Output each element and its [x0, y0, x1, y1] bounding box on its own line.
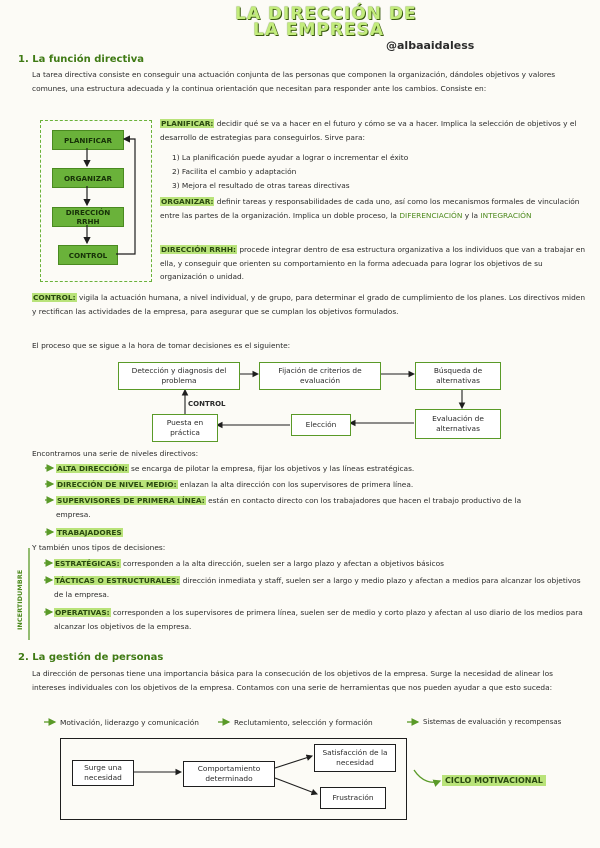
process-diagnosis: Detección y diagnosis del problema	[118, 362, 240, 390]
cycle-behavior: Comportamiento determinado	[183, 761, 275, 787]
decision-estrategica	[54, 557, 586, 571]
cycle-planificar: PLANIFICAR	[52, 130, 124, 150]
decisions-intro: Y también unos tipos de decisiones:	[32, 543, 166, 552]
level-supervisores-text: están en contacto directo con los trabajadores que hacen el trabajo productivo de la empresa.	[56, 496, 522, 519]
cycle-organizar: ORGANIZAR	[52, 168, 124, 188]
level-medio-text: enlazan la alta dirección con los supervisores de primera línea.	[179, 480, 414, 489]
organizar-block	[160, 195, 588, 222]
planificar-block	[160, 117, 588, 144]
title-line-1: LA DIRECCIÓN DE	[235, 4, 417, 24]
process-evaluation: Evaluación de alternativas	[415, 409, 501, 439]
process-implementation: Puesta en práctica	[152, 414, 218, 442]
level-medio-label: DIRECCIÓN DE NIVEL MEDIO:	[57, 480, 177, 489]
process-criteria: Fijación de criterios de evaluación	[259, 362, 381, 390]
level-alta-text: se encarga de pilotar la empresa, fijar los objetivos y las líneas estratégicas.	[130, 464, 415, 473]
cycle-control: CONTROL	[58, 245, 118, 265]
level-supervisores-label: SUPERVISORES DE PRIMERA LÍNEA:	[57, 496, 205, 505]
section-2-intro: La dirección de personas tiene una importancia básica para la consecución de los objetivos de la empresa. Surge la necesidad de alinear los intereses individuales con los objetivos de la empresa. Contamos con una serie de herramientas que nos pueden ayudar a que esto suceda:	[32, 669, 553, 692]
decision-operativa-label: OPERATIVAS:	[55, 608, 110, 617]
levels-intro: Encontramos una serie de niveles directivos:	[32, 449, 199, 458]
level-medio	[56, 478, 586, 492]
section-2-heading: 2. La gestión de personas	[18, 652, 164, 663]
rrhh-text: procede integrar dentro de esa estructura organizativa a los individuos que van a trabajar en ella, y conseguir que orienten su comportamiento en la forma adecuada para lograr los objetivos de su organización o unidad.	[160, 245, 586, 281]
cycle-satisfaction: Satisfacción de la necesidad	[314, 744, 396, 772]
tool-3: Sistemas de evaluación y recompensas	[423, 718, 562, 726]
level-alta-label: ALTA DIRECCIÓN:	[57, 464, 128, 473]
process-search: Búsqueda de alternativas	[415, 362, 501, 390]
rrhh-block	[160, 243, 588, 284]
cycle-frustration: Frustración	[320, 787, 386, 809]
planificar-list-1: 1) La planificación puede ayudar a lograr o incrementar el éxito	[172, 153, 409, 162]
decision-tactica-label: TÁCTICAS O ESTRUCTURALES:	[55, 576, 180, 585]
decision-estrategica-text: corresponden a la alta dirección, suelen ser a largo plazo y afectan a objetivos básicos	[122, 559, 444, 568]
tool-1: Motivación, liderazgo y comunicación	[60, 718, 199, 727]
diferenciacion-term: DIFERENCIACIÓN	[399, 210, 463, 220]
process-intro: El proceso que se sigue a la hora de tomar decisiones es el siguiente:	[32, 341, 291, 350]
author-handle: @albaaidaless	[386, 39, 475, 52]
tool-2: Reclutamiento, selección y formación	[234, 718, 373, 727]
control-text: vigila la actuación humana, a nivel individual, y de grupo, para determinar el grado de cumplimiento de los planes. Los directivos miden y rectifican las actividades de la empresa, para asegurar que se cumplan los objetivos formulados.	[32, 293, 586, 316]
process-control-label: CONTROL	[188, 400, 226, 408]
level-supervisores	[56, 494, 556, 521]
level-trabajadores-label: TRABAJADORES	[57, 528, 122, 537]
organizar-and: y la	[464, 210, 479, 220]
section-1-heading: 1. La función directiva	[18, 54, 144, 65]
control-label: CONTROL:	[33, 293, 76, 302]
planificar-list-2: 2) Facilita el cambio y adaptación	[172, 167, 297, 176]
decision-operativa-text: corresponden a los supervisores de primera línea, suelen ser de medio y corto plazo y afectan al uso diario de los medios para alcanzar los objetivos de la empresa.	[54, 608, 583, 631]
uncertainty-label: INCERTIDUMBRE	[16, 569, 24, 630]
decision-tactica-text: dirección inmediata y staff, suelen ser a largo y medio plazo y afectan a medios para alcanzar los objetivos de la empresa.	[54, 576, 581, 599]
planificar-text: decidir qué se va a hacer en el futuro y cómo se va a hacer. Implica la selección de objetivos y el desarrollo de estrategias para conseguirlos. Sirve para:	[160, 119, 577, 142]
title-line-2: LA EMPRESA	[253, 20, 385, 40]
cycle-need: Surge una necesidad	[72, 760, 134, 786]
control-block	[32, 291, 588, 318]
planificar-label: PLANIFICAR:	[161, 119, 214, 128]
organizar-label: ORGANIZAR:	[161, 197, 214, 206]
cycle-direccion-rrhh: DIRECCIÓN RRHH	[52, 207, 124, 227]
organizar-text: definir tareas y responsabilidades de cada uno, así como los mecanismos formales de vinculación entre las partes de la organización. Implica un doble proceso, la	[160, 197, 580, 220]
level-alta	[56, 462, 586, 476]
section-1-intro: La tarea directiva consiste en conseguir una actuación conjunta de las personas que componen la organización, dándoles objetivos y valores comunes, una estructura adecuada y la continua orientación que necesitan para responder ante los cambios. Consiste en:	[32, 70, 556, 93]
cycle-label: CICLO MOTIVACIONAL	[442, 775, 546, 786]
decision-tactica	[54, 574, 586, 601]
rrhh-label: DIRECCIÓN RRHH:	[161, 245, 236, 254]
level-trabajadores	[56, 526, 123, 540]
planificar-list-3: 3) Mejora el resultado de otras tareas directivas	[172, 181, 350, 190]
decision-estrategica-label: ESTRATÉGICAS:	[55, 559, 120, 568]
integracion-term: INTEGRACIÓN	[480, 210, 532, 220]
decision-operativa	[54, 606, 586, 633]
process-choice: Elección	[291, 414, 351, 436]
